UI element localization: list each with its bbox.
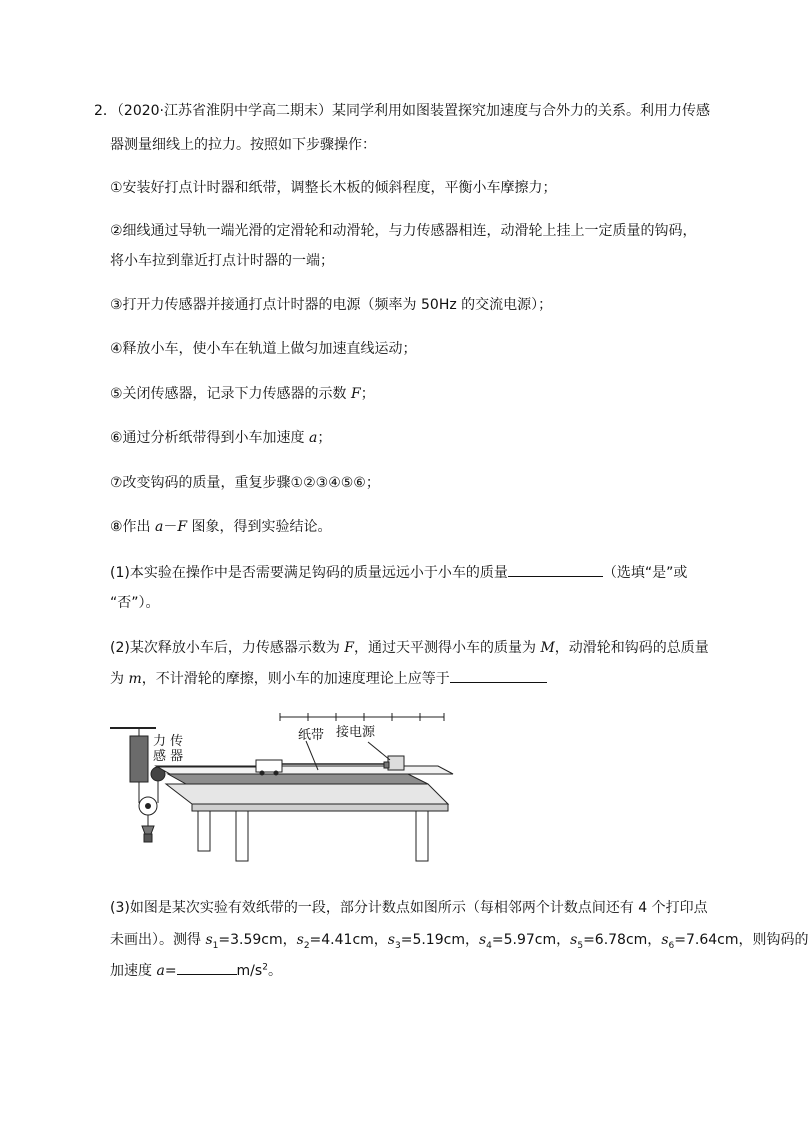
apparatus-figure: [108, 708, 453, 866]
label-tape: 纸带: [298, 728, 325, 743]
question-2-line1: (2)某次释放小车后，力传感器示数为 F，通过天平测得小车的质量为 M，动滑轮和钩码的总质量: [110, 640, 709, 656]
timer-clip: [384, 762, 389, 768]
problem-intro-line1: 2．（2020·江苏省淮阴中学高二期末）某同学利用如图装置探究加速度与合外力的关系。利用力传感: [94, 103, 711, 119]
step-6: ⑥通过分析纸带得到小车加速度 a；: [110, 430, 332, 446]
problem-source: （2020·江苏省淮阴中学高二期末）: [116, 103, 333, 119]
weight-block: [144, 834, 152, 842]
step-2-line1: ②细线通过导轨一端光滑的定滑轮和动滑轮，与力传感器相连，动滑轮上挂上一定质量的钩码，: [110, 223, 697, 239]
label-sensor-1: 力 传: [153, 734, 184, 749]
answer-blank-3[interactable]: [177, 960, 237, 975]
table-leg-1: [198, 811, 210, 851]
question-1-line2: “否”）。: [110, 595, 160, 611]
step-7: ⑦改变钩码的质量，重复步骤①②③④⑤⑥；: [110, 475, 380, 491]
question-2-line2: 为 m，不计滑轮的摩擦，则小车的加速度理论上应等于: [110, 668, 547, 689]
label-sensor-2: 感 器: [153, 749, 184, 764]
power-leader: [368, 742, 390, 760]
table-edge: [192, 804, 448, 811]
car-wheel-2: [274, 771, 279, 776]
step-8: ⑧作出 a－F 图象，得到实验结论。: [110, 519, 332, 535]
answer-blank-1[interactable]: [508, 562, 603, 577]
question-3-line1: (3)如图是某次实验有效纸带的一段，部分计数点如图所示（每相邻两个计数点间还有 4 个打印点: [110, 900, 708, 916]
step-2-line2: 将小车拉到靠近打点计时器的一端；: [110, 253, 334, 269]
force-sensor: [130, 736, 148, 782]
label-power: 接电源: [336, 725, 376, 740]
hook-weight: [142, 826, 154, 834]
table-leg-3: [416, 811, 428, 861]
table-top: [166, 784, 448, 804]
step-4: ④释放小车，使小车在轨道上做匀加速直线运动；: [110, 341, 417, 357]
answer-blank-2[interactable]: [450, 668, 547, 683]
step-5: ⑤关闭传感器，记录下力传感器的示数 F；: [110, 386, 375, 402]
pulley-axle: [145, 803, 151, 809]
question-3-line2: 未画出）。测得 $s_1=3.59cm$，$s_2=4.41cm$，$s_3=5.19cm$，$s_4=5.97cm$，$s_5=6.78cm$，$s_6=7.64cm$，则钩码的: [110, 932, 808, 951]
table-leg-2: [236, 811, 248, 861]
question-3-line3: 加速度 $a= m/s^2$。: [110, 960, 282, 981]
problem-intro-line2: 器测量细线上的拉力。按照如下步骤操作：: [110, 137, 376, 153]
step-1: ①安装好打点计时器和纸带，调整长木板的倾斜程度，平衡小车摩擦力；: [110, 180, 557, 196]
problem-number: 2．: [94, 103, 117, 119]
car-wheel-1: [260, 771, 265, 776]
car: [256, 760, 282, 772]
step-3: ③打开力传感器并接通打点计时器的电源（频率为 50Hz 的交流电源）；: [110, 297, 553, 313]
question-1-line1: (1)本实验在操作中是否需要满足钩码的质量远远小于小车的质量 （选填“是”或: [110, 562, 687, 583]
wooden-board: [168, 774, 428, 784]
dot-timer: [388, 756, 404, 770]
